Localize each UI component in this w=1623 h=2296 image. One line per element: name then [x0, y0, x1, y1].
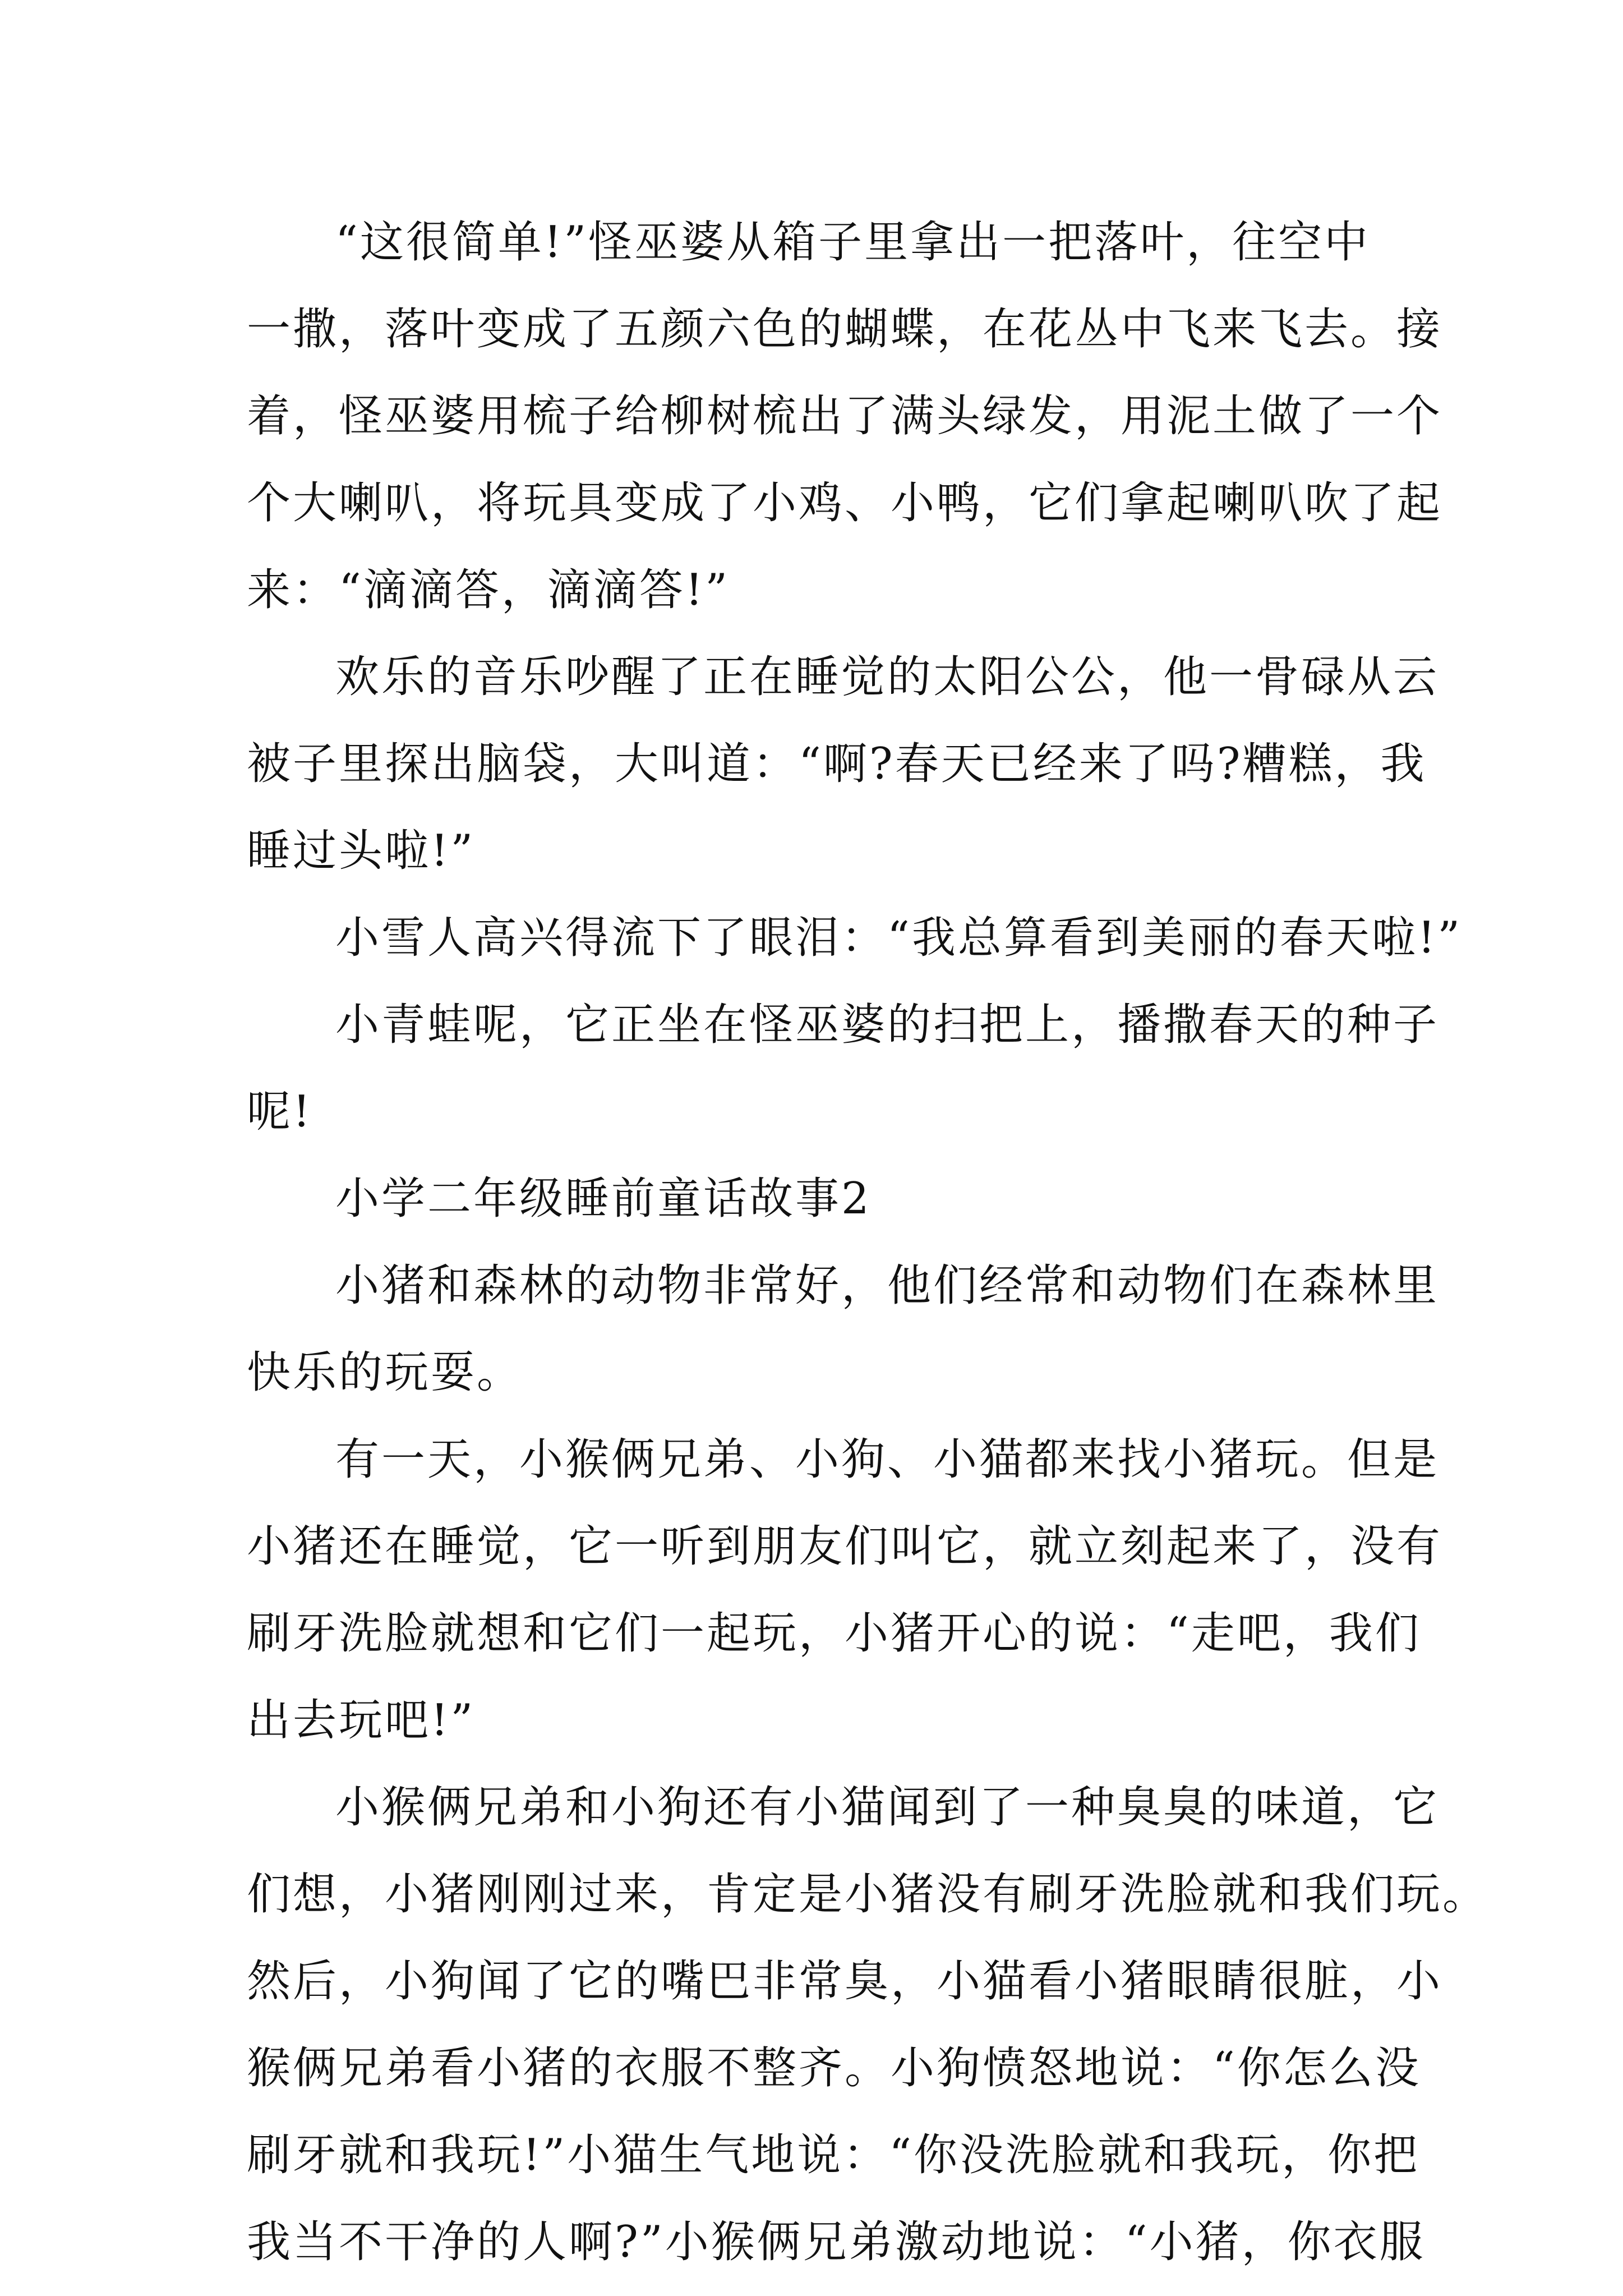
paragraph-line: 小猪还在睡觉，它一听到朋友们叫它，就立刻起来了，没有: [247, 1521, 1443, 1572]
paragraph-line: 有一天，小猴俩兄弟、小狗、小猫都来找小猪玩。但是: [335, 1434, 1440, 1485]
paragraph-line: 小青蛙呢，它正坐在怪巫婆的扫把上，播撒春天的种子: [335, 1000, 1440, 1050]
paragraph-line: 个大喇叭，将玩具变成了小鸡、小鸭，它们拿起喇叭吹了起: [247, 478, 1443, 528]
paragraph-line: 呢!: [247, 1087, 313, 1137]
paragraph-line: 一撒，落叶变成了五颜六色的蝴蝶，在花丛中飞来飞去。接: [247, 304, 1443, 355]
paragraph-line: 猴俩兄弟看小猪的衣服不整齐。小狗愤怒地说：“你怎么没: [247, 2043, 1421, 2093]
paragraph-line: 刷牙洗脸就想和它们一起玩，小猪开心的说：“走吧，我们: [247, 1608, 1421, 1659]
paragraph-line: 小猴俩兄弟和小狗还有小猫闻到了一种臭臭的味道，它: [335, 1782, 1440, 1833]
paragraph-line: 小雪人高兴得流下了眼泪：“我总算看到美丽的春天啦!”: [335, 913, 1463, 963]
paragraph-line: 然后，小狗闻了它的嘴巴非常臭，小猫看小猪眼睛很脏，小: [247, 1956, 1443, 2007]
paragraph-line: “这很简单!”怪巫婆从箱子里拿出一把落叶，往空中: [335, 217, 1371, 268]
paragraph-line: 出去玩吧!”: [247, 1695, 476, 1746]
paragraph-line: 快乐的玩耍。: [247, 1347, 523, 1398]
paragraph-line: 着，怪巫婆用梳子给柳树梳出了满头绿发，用泥土做了一个: [247, 391, 1443, 441]
paragraph-line: 我当不干净的人啊?”小猴俩兄弟激动地说：“小猪，你衣服: [247, 2217, 1426, 2267]
paragraph-line: 小猪和森林的动物非常好，他们经常和动物们在森林里: [335, 1260, 1440, 1311]
paragraph-line: 睡过头啦!”: [247, 826, 476, 876]
paragraph-line: 们想，小猪刚刚过来，肯定是小猪没有刷牙洗脸就和我们玩。: [247, 1869, 1489, 1920]
paragraph-line: 被子里探出脑袋，大叫道：“啊?春天已经来了吗?糟糕，我: [247, 739, 1427, 789]
section-heading: 小学二年级睡前童话故事2: [335, 1174, 872, 1224]
paragraph-line: 来：“滴滴答，滴滴答!”: [247, 565, 730, 615]
paragraph-line: 欢乐的音乐吵醒了正在睡觉的太阳公公，他一骨碌从云: [335, 652, 1440, 702]
paragraph-line: 刷牙就和我玩!”小猫生气地说：“你没洗脸就和我玩，你把: [247, 2130, 1420, 2180]
